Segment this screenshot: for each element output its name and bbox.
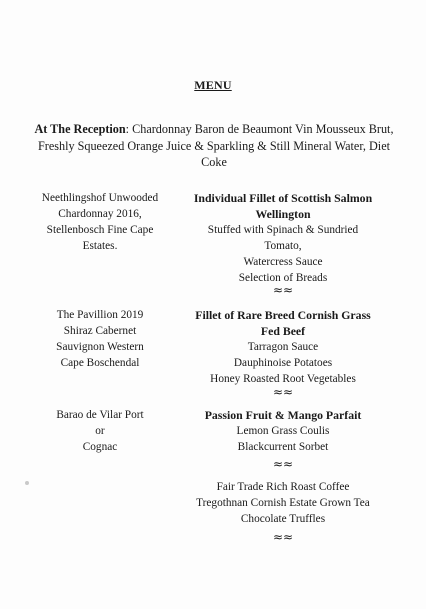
course-item: Tregothnan Cornish Estate Grown Tea	[196, 497, 370, 509]
course-separator: ≈≈	[272, 385, 294, 399]
course-2-beef	[180, 307, 386, 387]
course-separator: ≈≈	[272, 530, 294, 544]
course-heading: Individual Fillet of Scottish Salmon	[193, 191, 373, 205]
course-item: Dauphinoise Potatoes	[233, 357, 333, 369]
course-heading: Wellington	[255, 207, 311, 221]
course-3-parfait	[180, 407, 386, 455]
wine-line: Stellenbosch Fine Cape	[46, 224, 154, 236]
course-item: Chocolate Truffles	[240, 513, 326, 525]
wine-line: Barao de Vilar Port	[56, 409, 144, 421]
course-heading: Fed Beef	[260, 324, 306, 338]
wine-line: Shiraz Cabernet	[63, 325, 137, 337]
wine-line: The Pavillion 2019	[56, 309, 144, 321]
wine-pairing-course-2	[12, 307, 188, 371]
wine-pairing-course-3	[12, 407, 188, 455]
wine-line: Cape Boschendal	[60, 357, 140, 369]
wine-line: Estates.	[82, 240, 118, 252]
course-separator: ≈≈	[272, 283, 294, 297]
course-item: Lemon Grass Coulis	[236, 425, 330, 437]
course-1-salmon	[180, 190, 386, 286]
course-item: Honey Roasted Root Vegetables	[210, 373, 356, 385]
reception-text-line2: Freshly Squeezed Orange Juice & Sparkling & Still Mineral Water, Diet	[37, 138, 390, 153]
wine-line: Chardonnay 2016,	[58, 208, 142, 220]
course-separator: ≈≈	[272, 457, 294, 471]
wine-line: Neethlingshof Unwooded	[41, 192, 159, 204]
course-heading: Passion Fruit & Mango Parfait	[204, 408, 362, 422]
wine-line: Sauvignon Western	[56, 341, 144, 353]
wine-line: or	[95, 425, 105, 437]
course-item: Tarragon Sauce	[247, 341, 319, 353]
reception-text-line1: : Chardonnay Baron de Beaumont Vin Mousseux Brut,	[125, 122, 394, 136]
menu-title: MENU	[194, 78, 232, 92]
reception-section	[22, 121, 406, 171]
course-item: Stuffed with Spinach & Sundried	[207, 224, 359, 236]
reception-label: At The Reception	[34, 122, 126, 136]
reception-text-line3: Coke	[201, 155, 227, 169]
course-item: Tomato,	[264, 240, 302, 252]
course-item: Blackcurrent Sorbet	[237, 441, 329, 453]
course-heading: Fillet of Rare Breed Cornish Grass	[195, 308, 371, 322]
wine-line: Cognac	[82, 441, 118, 453]
course-item: Selection of Breads	[238, 272, 328, 284]
course-item: Fair Trade Rich Roast Coffee	[216, 481, 350, 493]
wine-pairing-course-1	[12, 190, 188, 254]
paper-speck	[25, 481, 29, 485]
course-4-coffee	[180, 479, 386, 527]
course-item: Watercress Sauce	[243, 256, 323, 268]
